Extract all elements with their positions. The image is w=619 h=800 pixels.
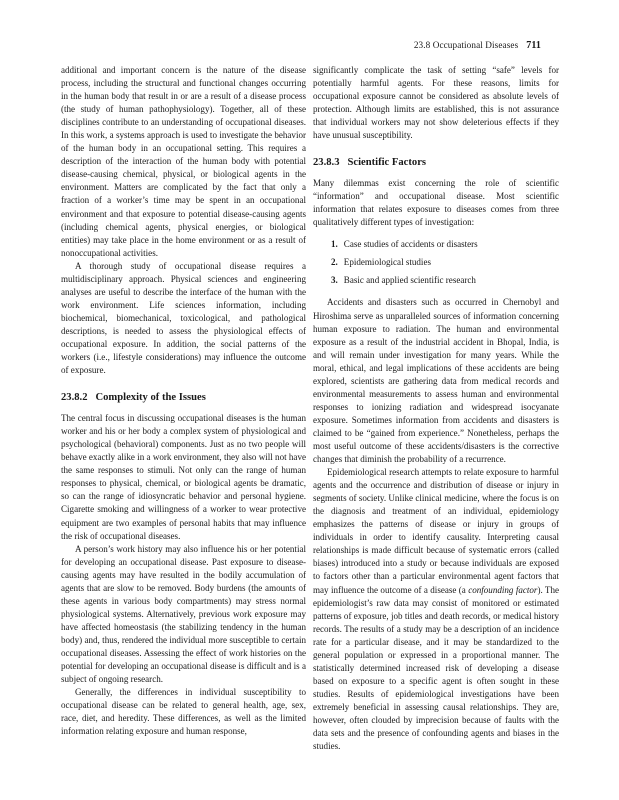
paragraph-text: ). The epidemiologist’s raw data may consist of monitored or estimated patterns of exposure, job titles and death records, or medical history records. The results of a study may be a description of an incidence rate for a particular disease, and it may be standardized to the general population or expressed in a proportional manner. The statistically determined increased risk of developing a disease based on exposure to a specific agent is often sought in these studies. Results of epidemiological investigations have been extremely beneficial in assessing causal relationships. They are, however, often clouded by imprecision because of faults with the data sets and the presence of confounding agents and biases in the studies. [313,584,559,752]
page-number: 711 [526,40,541,51]
paragraph: significantly complicate the task of setting “safe” levels for potentially harmful agents. For these reasons, limits for occupational exposure cannot be considered as absolute levels of protection. Although limits are established, this is not assurance that individual workers may not show deleterious effects if they have unusual susceptibility. [313,65,559,141]
section-number: 23.8.3 [313,157,340,169]
paragraph: A person’s work history may also influence his or her potential for developing an occupational disease. Past exposure to disease-causing agents may have resulted in the bodily accumulation of agents that are slow to be removed. Body burdens (the amounts of these agents in various body compartments) may stress normal physiological systems. Alternatively, previous work exposure may have affected homeostasis (the stabilizing tendency in the human body) and, thus, rendered the individual more susceptible to certain occupational diseases. Assessing the effect of work histories on the potential for developing an occupational disease is difficult and is a subject of ongoing research. [61,543,306,685]
running-header [414,40,541,51]
emphasized-term: confounding factor [468,584,538,595]
paragraph: Many dilemmas exist concerning the role of scientific “information” and occupational disease. Most scientific information that relates exposure to diseases comes from three qualitatively different types of investigation: [313,178,559,228]
paragraph: Accidents and disasters such as occurred in Chernobyl and Hiroshima serve as unparalleled sources of information concerning human exposure to radiation. The human and environmental exposure as a result of the industrial accident in Bhopal, India, is and will remain under investigation for many years. While the moral, ethical, and legal implications of these accidents are being explored, scientists are gathering data from medical records and environmental measurements to assess human and environmental responses to ionizing radiation and widespread isocyanate exposure. Sometimes information from accidents and disasters is claimed to be “gained from experience.” Nonetheless, perhaps the most useful outcome of these accidents/disasters is the corrective changes that diminish the probability of a recurrence. [313,297,559,465]
list-item [331,256,559,269]
list-number: 2. [331,257,338,268]
list-text: Epidemiological studies [343,257,431,268]
section-heading [313,156,559,169]
section-title: Complexity of the Issues [95,392,206,404]
right-column [313,64,559,753]
left-column [61,64,306,738]
paragraph [313,466,559,753]
list-text: Basic and applied scientific research [343,275,476,286]
paragraph: additional and important concern is the nature of the disease process, including the structural and functional changes occurring in the human body that result in or are a result of a disease process (the study of human pathophysiology). Together, all of these disciplines contribute to an understanding of occupational diseases. In this work, a systems approach is used to investigate the behavior of the human body in an occupational setting. This requires a description of the interaction of the human body with potential disease-causing chemical, physical, or biological agents in the environment. Matters are complicated by the fact that only a fraction of a worker’s time may be spent in an occupational environment and that exposure to potential disease-causing agents (including chemical agents, physical energies, or biological entities) may take place in the home environment or as a result of nonoccupational activities. [61,65,306,258]
paragraph: The central focus in discussing occupational diseases is the human worker and his or her body a complex system of physiological and psychological (behavioral) components. Just as no two people will behave exactly alike in a work environment, they also will not have the same responses to stimuli. Not only can the range of human responses to physical, chemical, or biological agents be dramatic, so can the range of idiosyncratic behavior and personal hygiene. Cigarette smoking and willingness of a worker to wear protective equipment are two examples of personal habits that may influence the risk of occupational diseases. [61,413,306,541]
section-number: 23.8.2 [61,392,88,404]
list-text: Case studies of accidents or disasters [343,239,478,250]
list-item [331,274,559,287]
paragraph: Generally, the differences in individual susceptibility to occupational disease can be related to general health, age, sex, race, diet, and heredity. These differences, as well as the limited information relating exposure and human response, [61,687,306,737]
section-title: Scientific Factors [347,157,427,169]
list-number: 3. [331,275,338,286]
header-section-title: 23.8 Occupational Diseases [413,40,519,50]
paragraph-text: Epidemiological research attempts to relate exposure to harmful agents and the occurrence and distribution of disease or injury in segments of society. Unlike clinical medicine, where the focus is on the diagnosis and treatment of an individual, epidemiology emphasizes the patterns of disease or injury in groups of individuals in order to identify causality. Interpreting causal relationships is made difficult because of systematic errors (called biases) introduced into a study or because individuals are exposed to factors other than a particular environmental agent factors that may influence the outcome of a disease (a [313,467,559,595]
paragraph: A thorough study of occupational disease requires a multidisciplinary approach. Physical sciences and engineering analyses are useful to describe the interface of the human with the work environment. Life sciences information, including biochemical, biomechanical, toxicological, and pathological descriptions, is needed to assess the physiological effects of occupational exposure. In addition, the social patterns of the workers (i.e., lifestyle considerations) may influence the outcome of exposure. [61,260,306,376]
list-number: 1. [331,239,338,250]
section-heading [61,391,306,404]
list-item [331,238,559,251]
investigation-types-list [313,238,559,287]
